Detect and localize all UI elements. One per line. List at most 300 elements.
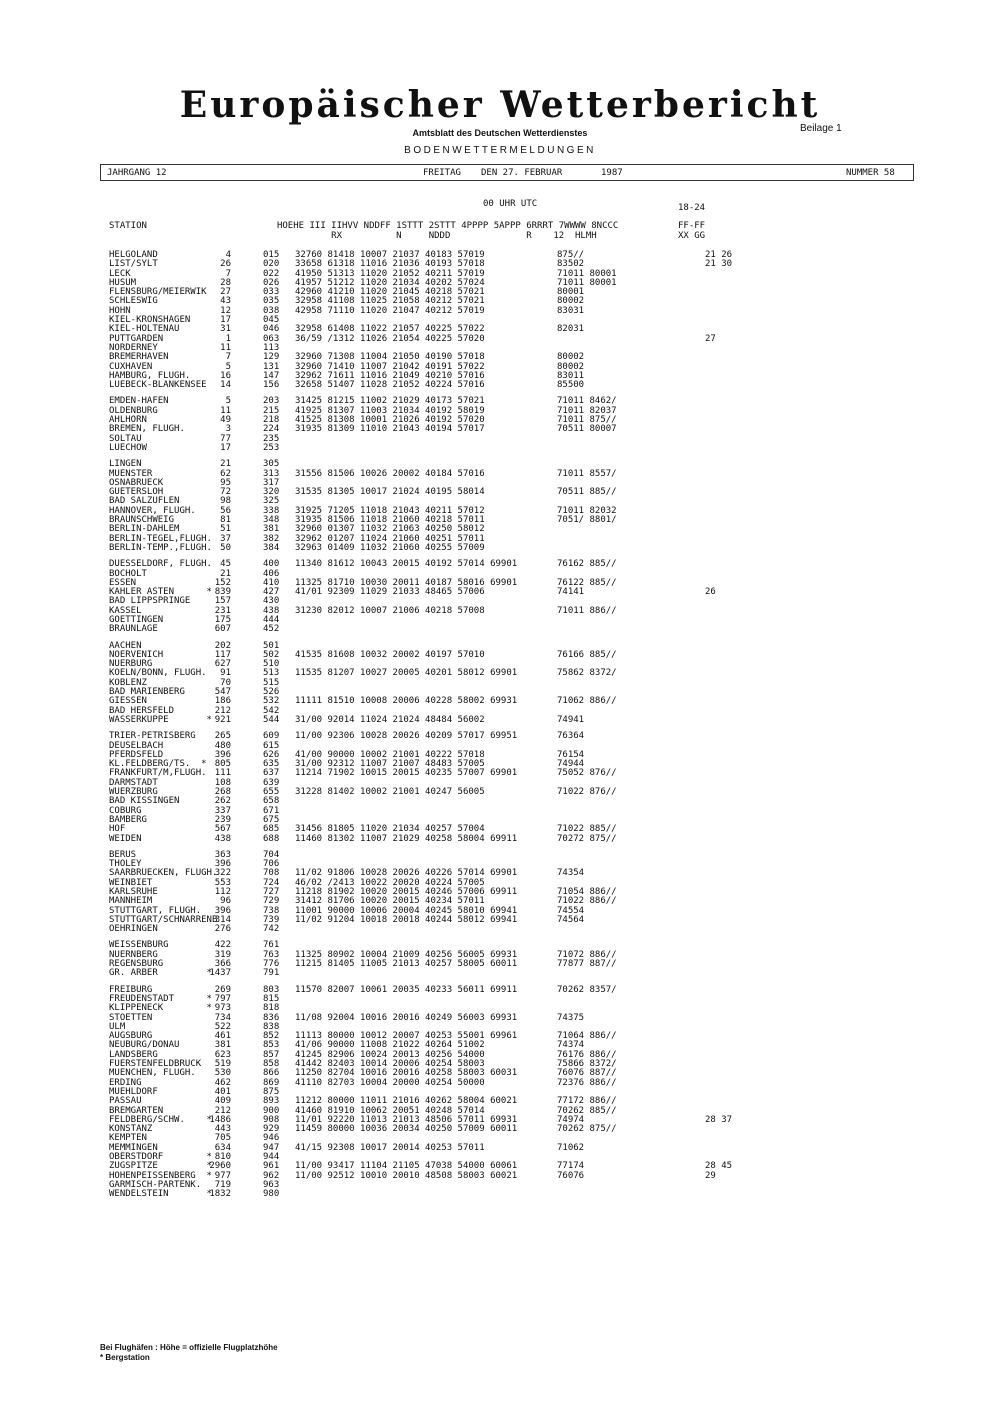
cell-hoehe: 553 [214,877,231,888]
cell-hoehe: 5 [225,396,231,407]
cell-station: BOCHOLT [109,568,147,579]
cell-hoehe: 462 [214,1077,231,1088]
footnotes [100,1343,278,1363]
cell-iii: 113 [263,342,280,353]
cell-station: BAD HERSFELD [109,705,175,716]
cell-tail: 72376 886// [557,1077,617,1088]
cell-iii: 513 [263,668,280,679]
cell-station: KL.FELDBERG/TS. * [109,759,207,770]
cell-iii: 253 [263,442,280,453]
cell-iii: 675 [263,814,280,825]
cell-iii: 033 [263,287,280,298]
cell-hoehe: 319 [214,949,231,960]
cell-iii: 532 [263,696,280,707]
cell-hoehe: 37 [220,533,231,544]
cell-data: 41110 82703 10004 20000 40254 50000 [295,1077,485,1088]
cell-tail: 75052 876// [557,768,617,779]
cell-data: 11325 81710 10030 20011 40187 58016 69901 [295,577,518,588]
cell-hoehe: 212 [214,1105,231,1116]
cell-iii: 218 [263,415,280,426]
cell-data: 32958 41108 11025 21058 40212 57021 [295,296,485,307]
cell-hoehe: 734 [214,1012,231,1023]
cell-hoehe: 12 [220,305,231,316]
cell-extra: 21 26 [705,250,733,260]
cell-tail: 76162 885// [557,559,617,570]
cell-hoehe: 607 [214,624,231,635]
cell-tail: 80001 [557,287,585,298]
cell-data: 41442 82403 10014 20006 40254 58003 [295,1059,485,1070]
cell-data: 41950 51313 11020 21052 40211 57019 [295,268,485,279]
cell-iii: 708 [263,868,280,879]
cell-hoehe: 265 [214,731,231,742]
cell-iii: 947 [263,1142,280,1153]
cell-data: 11113 80000 10012 20007 40253 55001 69961 [295,1031,518,1042]
cell-station: THOLEY [109,859,142,870]
issue-number: NUMMER 58 [846,168,895,178]
cell-station: OEHRINGEN [109,924,158,935]
column-header-ff: FF-FF [678,221,706,231]
cell-hoehe: 239 [214,814,231,825]
cell-hoehe: 2960 [209,1161,231,1172]
cell-hoehe: 366 [214,959,231,970]
cell-station: BERLIN-TEGEL,FLUGH. [109,533,212,544]
cell-hoehe: 401 [214,1086,231,1097]
cell-iii: 742 [263,924,280,935]
cell-station: SOLTAU [109,433,142,444]
cell-station: MUENSTER [109,468,153,479]
cell-data: 32658 51407 11028 21052 40224 57016 [295,380,485,391]
cell-iii: 156 [263,380,280,391]
cell-hoehe: 805 [214,759,231,770]
cell-station: NEUBURG/DONAU [109,1040,180,1051]
cell-tail: 71011 82032 [557,505,617,516]
cell-station: OLDENBURG [109,405,158,416]
cell-data: 42960 41210 11020 21045 40218 57021 [295,287,485,298]
cell-iii: 015 [263,250,280,260]
cell-hoehe: 522 [214,1021,231,1032]
cell-iii: 129 [263,352,280,363]
cell-iii: 704 [263,849,280,860]
cell-tail: 74554 [557,905,585,916]
cell-station: ZUGSPITZE * [109,1161,212,1172]
cell-iii: 838 [263,1021,280,1032]
cell-iii: 858 [263,1059,280,1070]
cell-iii: 526 [263,687,280,698]
cell-tail: 74374 [557,1040,585,1051]
cell-station: SCHLESWIG [109,296,158,307]
cell-station: COBURG [109,805,142,816]
footnote-mountain-station: * Bergstation [100,1353,150,1362]
cell-hoehe: 1832 [209,1189,231,1200]
cell-station: WASSERKUPPE * [109,714,212,725]
cell-station: BERLIN-DAHLEM [109,524,180,535]
cell-station: BERLIN-TEMP.,FLUGH. [109,542,212,553]
cell-hoehe: 49 [220,415,231,426]
cell-tail: 71011 80001 [557,268,617,279]
cell-hoehe: 7 [225,268,231,279]
cell-station: NUERBURG [109,659,153,670]
cell-data: 11535 81207 10027 20005 40201 58012 69901 [295,668,518,679]
cell-station: MANNHEIM [109,896,153,907]
cell-hoehe: 921 [214,714,231,725]
cell-hoehe: 11 [220,342,231,353]
cell-data: 41/01 92309 11029 21033 48465 57006 [295,587,485,598]
cell-data: 32962 01207 11024 21060 40251 57011 [295,533,485,544]
cell-data: 32760 81418 10007 21037 40183 57019 [295,250,485,260]
year-label: 1987 [601,168,623,178]
cell-iii: 063 [263,333,280,344]
cell-station: ULM [109,1021,126,1032]
cell-station: AACHEN [109,640,142,651]
cell-data: 46/02 /2413 10022 20020 40224 57005 [295,877,485,888]
cell-station: OBERSTDORF * [109,1152,212,1163]
cell-tail: 70511 885// [557,487,617,498]
cell-tail: 80002 [557,352,585,363]
cell-data: 11218 81902 10020 20015 40246 57006 69911 [295,887,518,897]
cell-iii: 400 [263,559,280,570]
cell-station: GR. ARBER * [109,968,212,979]
cell-station: HOHENPEISSENBERG * [109,1170,212,1181]
cell-station: BREMGARTEN [109,1105,164,1116]
cell-hoehe: 14 [220,380,231,391]
cell-station: KLIPPENECK * [109,1003,212,1014]
cell-iii: 727 [263,887,280,897]
cell-station: AUGSBURG [109,1031,153,1042]
cell-iii: 147 [263,370,280,381]
cell-hoehe: 31 [220,324,231,335]
cell-station: WENDELSTEIN * [109,1189,212,1200]
cell-tail: 71022 885// [557,824,617,835]
cell-tail: 83011 [557,370,585,381]
cell-station: DUESSELDORF, FLUGH. [109,559,212,570]
cell-iii: 961 [263,1161,280,1172]
cell-hoehe: 202 [214,640,231,651]
cell-hoehe: 98 [220,496,231,507]
cell-extra: 28 45 [705,1161,733,1172]
cell-data: 11111 81510 10008 20006 40228 58002 69931 [295,696,518,707]
cell-data: 32960 71308 11004 21050 40190 57018 [295,352,485,363]
cell-iii: 452 [263,624,280,635]
cell-data: 41/06 90000 11008 21022 40264 51002 [295,1040,485,1051]
cell-data: 31925 71205 11018 21043 40211 57012 [295,505,485,516]
cell-station: WEISSENBURG [109,940,169,951]
cell-iii: 444 [263,614,280,625]
cell-tail: 77877 887// [557,959,617,970]
cell-station: WEIDEN [109,833,142,844]
cell-station: MEMMINGEN [109,1142,158,1153]
cell-extra: 28 37 [705,1114,733,1125]
cell-iii: 384 [263,542,280,553]
cell-hoehe: 175 [214,614,231,625]
cell-hoehe: 396 [214,859,231,870]
cell-hoehe: 117 [214,649,231,660]
cell-iii: 857 [263,1049,280,1060]
cell-hoehe: 276 [214,924,231,935]
cell-hoehe: 381 [214,1040,231,1051]
cell-hoehe: 91 [220,668,231,679]
cell-tail: 70262 885// [557,1105,617,1116]
cell-station: KARLSRUHE [109,887,158,897]
cell-iii: 515 [263,677,280,688]
cell-iii: 866 [263,1068,280,1079]
cell-hoehe: 62 [220,468,231,479]
cell-station: DEUSELBACH [109,740,164,751]
cell-station: LANDSBERG [109,1049,158,1060]
cell-extra: 27 [705,333,716,344]
cell-data: 11250 82704 10016 20016 40258 58003 60031 [295,1068,518,1079]
column-header-row-1: STATION HOEHE III IIHVV NDDFF 1STTT 2STTT 4PPPP 5APPP 6RRRT 7WWWW 8NCCC [109,221,619,231]
cell-station: EMDEN-HAFEN [109,396,169,407]
cell-station: DARMSTADT [109,777,158,788]
cell-station: BAD MARIENBERG [109,687,185,698]
range-label: 18-24 [678,203,706,213]
cell-hoehe: 96 [220,896,231,907]
cell-iii: 131 [263,361,280,372]
cell-tail: 74375 [557,1012,585,1023]
cell-extra: 29 [705,1170,716,1181]
cell-hoehe: 4 [225,250,231,260]
cell-station: HANNOVER, FLUGH. [109,505,196,516]
cell-hoehe: 530 [214,1068,231,1079]
cell-hoehe: 443 [214,1124,231,1135]
cell-data: 31456 81805 11020 21034 40257 57004 [295,824,485,835]
cell-station: BRAUNLAGE [109,624,158,635]
cell-iii: 776 [263,959,280,970]
cell-station: KONSTANZ [109,1124,153,1135]
cell-station: AHLHORN [109,415,147,426]
cell-data: 11/00 92512 10010 20010 48508 58003 60021 [295,1170,518,1181]
cell-hoehe: 108 [214,777,231,788]
subtitle: Amtsblatt des Deutschen Wetterdienstes [412,128,588,138]
cell-iii: 908 [263,1114,280,1125]
cell-hoehe: 45 [220,559,231,570]
cell-station: BRAUNSCHWEIG [109,515,175,526]
cell-station: ESSEN [109,577,137,588]
cell-iii: 724 [263,877,280,888]
cell-tail: 80002 [557,361,585,372]
cell-iii: 215 [263,405,280,416]
cell-station: PUTTGARDEN [109,333,164,344]
cell-data: 41460 81910 10062 20051 40248 57014 [295,1105,485,1116]
cell-tail: 74944 [557,759,585,770]
cell-station: REGENSBURG [109,959,164,970]
cell-tail: 76154 [557,749,585,760]
cell-extra: 21 30 [705,259,733,270]
cell-hoehe: 77 [220,433,231,444]
cell-station: SAARBRUECKEN, FLUGH. [109,868,218,879]
cell-tail: 70272 875// [557,833,617,844]
cell-iii: 893 [263,1096,280,1107]
cell-data: 31/00 92014 11024 21024 48484 56002 [295,714,485,725]
cell-data: 32960 71410 11007 21042 40191 57022 [295,361,485,372]
cell-hoehe: 11 [220,405,231,416]
cell-hoehe: 231 [214,605,231,616]
cell-iii: 317 [263,477,280,488]
cell-iii: 853 [263,1040,280,1051]
cell-iii: 406 [263,568,280,579]
cell-hoehe: 480 [214,740,231,751]
cell-data: 31556 81506 10026 20002 40184 57016 [295,468,485,479]
cell-data: 11570 82007 10061 20035 40233 56011 69911 [295,984,518,995]
cell-station: FREIBURG [109,984,153,995]
cell-data: 41925 81307 11003 21034 40192 58019 [295,405,485,416]
cell-data: 11459 80000 10036 20034 40250 57009 60011 [295,1124,518,1135]
cell-data: 11215 81405 11005 21013 40257 58005 60011 [295,959,518,970]
cell-data: 31935 81309 11010 21043 40194 57017 [295,424,485,435]
cell-station: FELDBERG/SCHW. * [109,1114,212,1125]
cell-data: 11325 80902 10004 21009 40256 56005 69931 [295,949,518,960]
cell-hoehe: 7 [225,352,231,363]
cell-iii: 020 [263,259,280,270]
cell-station: BAD SALZUFLEN [109,496,180,507]
cell-data: 31425 81215 11002 21029 40173 57021 [295,396,485,407]
issue-header-bar [100,164,914,181]
cell-hoehe: 1486 [209,1114,231,1125]
cell-hoehe: 973 [214,1003,231,1014]
cell-hoehe: 269 [214,984,231,995]
cell-hoehe: 422 [214,940,231,951]
cell-station: WEINBIET [109,877,153,888]
cell-tail: 76122 885// [557,577,617,588]
cell-tail: 71011 886// [557,605,617,616]
cell-tail: 76364 [557,731,585,742]
cell-station: KAHLER ASTEN * [109,587,212,598]
cell-hoehe: 1 [225,333,231,344]
cell-station: KOBLENZ [109,677,147,688]
cell-hoehe: 21 [220,568,231,579]
cell-station: HAMBURG, FLUGH. [109,370,191,381]
cell-data: 31412 81706 10020 20015 40234 57011 [295,896,485,907]
cell-iii: 035 [263,296,280,307]
cell-tail: 71011 875// [557,415,617,426]
cell-tail: 70511 80007 [557,424,617,435]
cell-data: 31535 81305 10017 21024 40195 58014 [295,487,485,498]
weekday-label: FREITAG [423,168,461,178]
cell-tail: 71011 8557/ [557,468,617,479]
cell-hoehe: 810 [214,1152,231,1163]
cell-iii: 410 [263,577,280,588]
cell-tail: 74354 [557,868,585,879]
cell-iii: 510 [263,659,280,670]
cell-station: MUEHLDORF [109,1086,158,1097]
cell-station: STUTTGART/SCHNARRENB [109,914,218,925]
beilage-label: Beilage 1 [800,123,842,134]
cell-tail: 75862 8372/ [557,668,617,679]
cell-iii: 635 [263,759,280,770]
cell-tail: 71011 82037 [557,405,617,416]
cell-hoehe: 43 [220,296,231,307]
cell-hoehe: 268 [214,787,231,798]
cell-data: 11/00 92306 10028 20026 40209 57017 69951 [295,731,518,742]
cell-hoehe: 50 [220,542,231,553]
cell-iii: 542 [263,705,280,716]
cell-tail: 71062 886// [557,696,617,707]
cell-hoehe: 70 [220,677,231,688]
cell-station: STUTTGART, FLUGH. [109,905,202,916]
cell-iii: 224 [263,424,280,435]
cell-hoehe: 314 [214,914,231,925]
cell-station: BAD KISSINGEN [109,796,180,807]
cell-tail: 71011 8462/ [557,396,617,407]
cell-hoehe: 152 [214,577,231,588]
cell-station: LUEBECK-BLANKENSEE [109,380,207,391]
cell-extra: 26 [705,587,716,598]
cell-tail: 71064 886// [557,1031,617,1042]
time-label: 00 UHR UTC [483,199,538,209]
cell-hoehe: 28 [220,277,231,288]
cell-hoehe: 72 [220,487,231,498]
cell-hoehe: 186 [214,696,231,707]
cell-data: 41/15 92308 10017 20014 40253 57011 [295,1142,485,1153]
cell-hoehe: 461 [214,1031,231,1042]
cell-iii: 685 [263,824,280,835]
cell-data: 32958 61408 11022 21057 40225 57022 [295,324,485,335]
cell-hoehe: 363 [214,849,231,860]
cell-iii: 502 [263,649,280,660]
cell-tail: 71022 886// [557,896,617,907]
cell-station: FREUDENSTADT * [109,993,212,1004]
cell-station: GIESSEN [109,696,147,707]
cell-data: 31228 81402 10002 21001 40247 56005 [295,787,485,798]
cell-data: 11/08 92004 10016 20016 40249 56003 69931 [295,1012,518,1023]
cell-data: 36/59 /1312 11026 21054 40225 57020 [295,333,485,344]
cell-data: 33658 61318 11016 21036 40193 57018 [295,259,485,270]
cell-station: KIEL-KRONSHAGEN [109,315,191,326]
cell-hoehe: 21 [220,459,231,470]
cell-iii: 026 [263,277,280,288]
cell-hoehe: 262 [214,796,231,807]
cell-data: 11/02 91204 10018 20018 40244 58012 69941 [295,914,518,925]
cell-station: WUERZBURG [109,787,158,798]
cell-tail: 80002 [557,296,585,307]
cell-hoehe: 839 [214,587,231,598]
cell-iii: 313 [263,468,280,479]
cell-tail: 77172 886// [557,1096,617,1107]
cell-station: OSNABRUECK [109,477,164,488]
cell-iii: 761 [263,940,280,951]
cell-iii: 875 [263,1086,280,1097]
cell-station: KEMPTEN [109,1133,147,1144]
cell-iii: 706 [263,859,280,870]
cell-iii: 980 [263,1189,280,1200]
cell-hoehe: 627 [214,659,231,670]
cell-data: 41535 81608 10032 20002 40197 57010 [295,649,485,660]
cell-iii: 381 [263,524,280,535]
cell-hoehe: 322 [214,868,231,879]
cell-iii: 022 [263,268,280,279]
cell-station: ERDING [109,1077,142,1088]
cell-iii: 944 [263,1152,280,1163]
cell-hoehe: 438 [214,833,231,844]
cell-station: HOHN [109,305,131,316]
cell-station: GOETTINGEN [109,614,164,625]
cell-iii: 305 [263,459,280,470]
cell-tail: 83031 [557,305,585,316]
cell-tail: 71062 [557,1142,585,1153]
cell-hoehe: 977 [214,1170,231,1181]
cell-station: PASSAU [109,1096,142,1107]
cell-hoehe: 27 [220,287,231,298]
cell-station: HUSUM [109,277,137,288]
cell-station: BREMEN, FLUGH. [109,424,185,435]
cell-tail: 71072 886// [557,949,617,960]
cell-iii: 348 [263,515,280,526]
cell-station: BAD LIPPSPRINGE [109,596,191,607]
cell-station: LUECHOW [109,442,147,453]
cell-iii: 688 [263,833,280,844]
cell-iii: 609 [263,731,280,742]
cell-iii: 739 [263,914,280,925]
